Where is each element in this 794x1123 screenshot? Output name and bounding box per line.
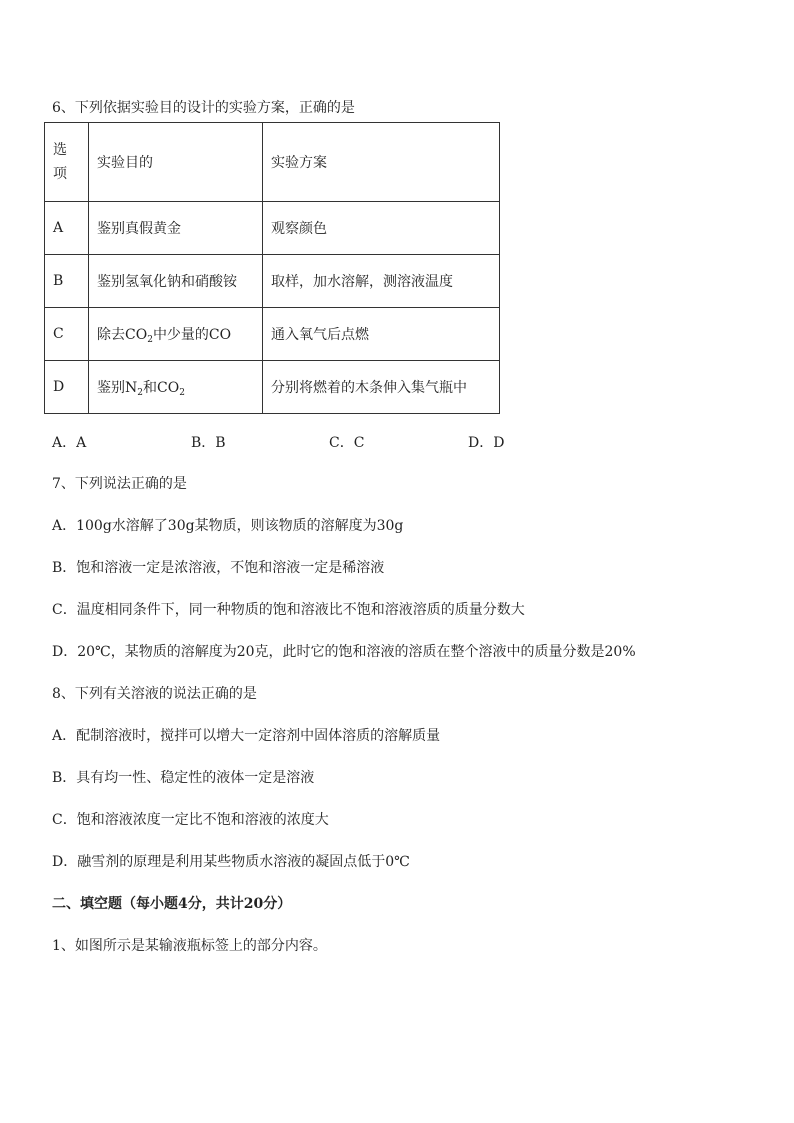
- choice-d: D．D: [468, 435, 505, 451]
- header-option: 选 项: [45, 123, 89, 202]
- choice-b: B．B: [191, 435, 226, 451]
- q7-option-a: A．100g水溶解了30g某物质，则该物质的溶解度为30g: [52, 518, 404, 534]
- table-row: [45, 255, 500, 308]
- q7-option-c: C．温度相同条件下，同一种物质的饱和溶液比不饱和溶液溶质的质量分数大: [52, 602, 525, 618]
- row-plan: 观察颜色: [263, 202, 500, 255]
- q8-option-b: B．具有均一性、稳定性的液体一定是溶液: [52, 770, 315, 786]
- section-title: 二、填空题（每小题4分，共计20分）: [52, 896, 292, 912]
- row-plan: 分别将燃着的木条伸入集气瓶中: [263, 361, 500, 414]
- table-row: [45, 361, 500, 414]
- row-plan: 通入氧气后点燃: [263, 308, 500, 361]
- table-row: [45, 308, 500, 361]
- row-option: A: [45, 202, 89, 255]
- q8-option-a: A．配制溶液时，搅拌可以增大一定溶剂中固体溶质的溶解质量: [52, 728, 441, 744]
- q7-stem: 7、下列说法正确的是: [52, 476, 187, 492]
- table-header-row: [45, 123, 500, 202]
- header-plan: 实验方案: [263, 123, 500, 202]
- section2-q1-stem: 1、如图所示是某输液瓶标签上的部分内容。: [52, 938, 327, 954]
- q8-stem: 8、下列有关溶液的说法正确的是: [52, 686, 257, 702]
- q8-option-c: C．饱和溶液浓度一定比不饱和溶液的浓度大: [52, 812, 329, 828]
- choice-a: A．A: [52, 435, 87, 451]
- q6-table: [44, 122, 500, 414]
- row-option: D: [45, 361, 89, 414]
- row-option: B: [45, 255, 89, 308]
- header-purpose: 实验目的: [89, 123, 263, 202]
- q7-option-b: B．饱和溶液一定是浓溶液，不饱和溶液一定是稀溶液: [52, 560, 385, 576]
- row-option: C: [45, 308, 89, 361]
- row-purpose: 鉴别氢氧化钠和硝酸铵: [89, 255, 263, 308]
- table-row: [45, 202, 500, 255]
- q7-option-d: D．20℃，某物质的溶解度为20克，此时它的饱和溶液的溶质在整个溶液中的质量分数是20%: [52, 644, 636, 660]
- q8-option-d: D．融雪剂的原理是利用某些物质水溶液的凝固点低于0℃: [52, 854, 410, 870]
- row-purpose: 除去$CO_2$中少量的CO: [89, 308, 263, 361]
- row-plan: 取样，加水溶解，测溶液温度: [263, 255, 500, 308]
- row-purpose: 鉴别$N_2$和$CO_2$: [89, 361, 263, 414]
- choice-c: C．C: [329, 435, 365, 451]
- q6-stem: 6、下列依据实验目的设计的实验方案，正确的是: [52, 100, 355, 116]
- row-purpose: 鉴别真假黄金: [89, 202, 263, 255]
